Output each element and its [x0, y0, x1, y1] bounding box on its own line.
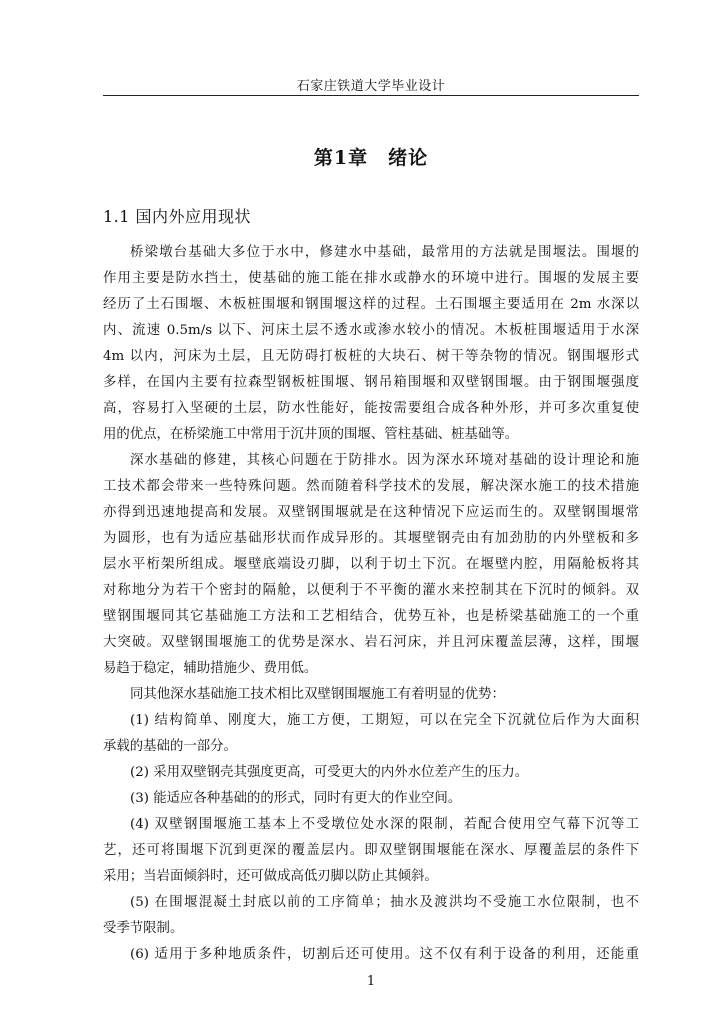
paragraph-line: 工技术都会带来一些特殊问题。然而随着科学技术的发展，解决深水施工的技术措施: [103, 479, 639, 494]
paragraph-line: 4m 以内，河床为土层，且无防碍打板桩的大块石、树干等杂物的情况。钢围堰形式: [103, 349, 639, 364]
paragraph-line: 对称地分为若干个密封的隔舱，以便利于不平衡的灌水来控制其在下沉时的倾斜。双: [103, 583, 639, 598]
header-rule: [103, 95, 639, 96]
paragraph-line: 高，容易打入坚硬的土层，防水性能好，能按需要组合成各种外形，并可多次重复使: [103, 401, 639, 416]
list-item-line: 承载的基础的一部分。: [103, 739, 237, 754]
paragraph-line: 深水基础的修建，其核心问题在于防排水。因为深水环境对基础的设计理论和施: [130, 453, 639, 468]
list-item-line: 受季节限制。: [103, 921, 184, 936]
list-item-line: (1) 结构简单、刚度大，施工方便，工期短，可以在完全下沉就位后作为大面积: [130, 713, 639, 728]
paragraph-line: 多样，在国内主要有拉森型钢板桩围堰、钢吊箱围堰和双壁钢围堰。由于钢围堰强度: [103, 375, 639, 390]
paragraph-line: 经历了土石围堰、木板桩围堰和钢围堰这样的过程。土石围堰主要适用在 2m 水深以: [103, 297, 639, 312]
list-item-line: (6) 适用于多种地质条件，切割后还可使用。这不仅有利于设备的利用，还能重: [130, 947, 639, 962]
paragraph-line: 桥梁墩台基础大多位于水中，修建水中基础，最常用的方法就是围堰法。围堰的: [130, 245, 639, 260]
list-item-line: 采用；当岩面倾斜时，还可做成高低刃脚以防止其倾斜。: [103, 869, 438, 884]
paragraph-line: 层水平桁架所组成。堰壁底端设刃脚，以利于切土下沉。在堰壁内腔，用隔舱板将其: [103, 557, 639, 572]
section-heading: 1.1 国内外应用现状: [103, 207, 252, 226]
list-item-line: (4) 双壁钢围堰施工基本上不受墩位处水深的限制，若配合使用空气幕下沉等工: [130, 817, 639, 832]
list-item-line: (3) 能适应各种基础的的形式，同时有更大的作业空间。: [130, 791, 462, 806]
paragraph-line: 亦得到迅速地提高和发展。双壁钢围堰就是在这种情况下应运而生的。双壁钢围堰常: [103, 505, 639, 520]
paragraph-line: 内、流速 0.5m/s 以下、河床土层不透水或渗水较小的情况。木板桩围堰适用于水深: [103, 323, 639, 338]
paragraph-line: 为圆形，也有为适应基础形状而作成异形的。其堰壁钢壳由有加劲肋的内外壁板和多: [103, 531, 639, 546]
list-item-line: (5) 在围堰混凝土封底以前的工序简单；抽水及渡洪均不受施工水位限制，也不: [130, 895, 639, 910]
list-item-line: (2) 采用双壁钢壳其强度更高，可受更大的内外水位差产生的压力。: [130, 765, 529, 780]
running-header: 石家庄铁道大学毕业设计: [296, 79, 446, 94]
chapter-title: 第1章 绪论: [313, 147, 429, 169]
page-number: 1: [366, 974, 376, 989]
paragraph-line: 用的优点，在桥梁施工中常用于沉井顶的围堰、管柱基础、桩基础等。: [103, 427, 519, 442]
paragraph-line: 大突破。双壁钢围堰施工的优势是深水、岩石河床，并且河床覆盖层薄，这样，围堰: [103, 635, 639, 650]
paragraph-line: 壁钢围堰同其它基础施工方法和工艺相结合，优势互补，也是桥梁基础施工的一个重: [103, 609, 639, 624]
paragraph-line: 易趋于稳定，辅助措施少、费用低。: [103, 661, 318, 676]
paragraph-line: 作用主要是防水挡土，使基础的施工能在排水或静水的环境中进行。围堰的发展主要: [103, 271, 639, 286]
list-item-line: 艺，还可将围堰下沉到更深的覆盖层内。即双壁钢围堰能在深水、厚覆盖层的条件下: [103, 843, 639, 858]
paragraph-line: 同其他深水基础施工技术相比双壁钢围堰施工有着明显的优势：: [130, 687, 505, 702]
